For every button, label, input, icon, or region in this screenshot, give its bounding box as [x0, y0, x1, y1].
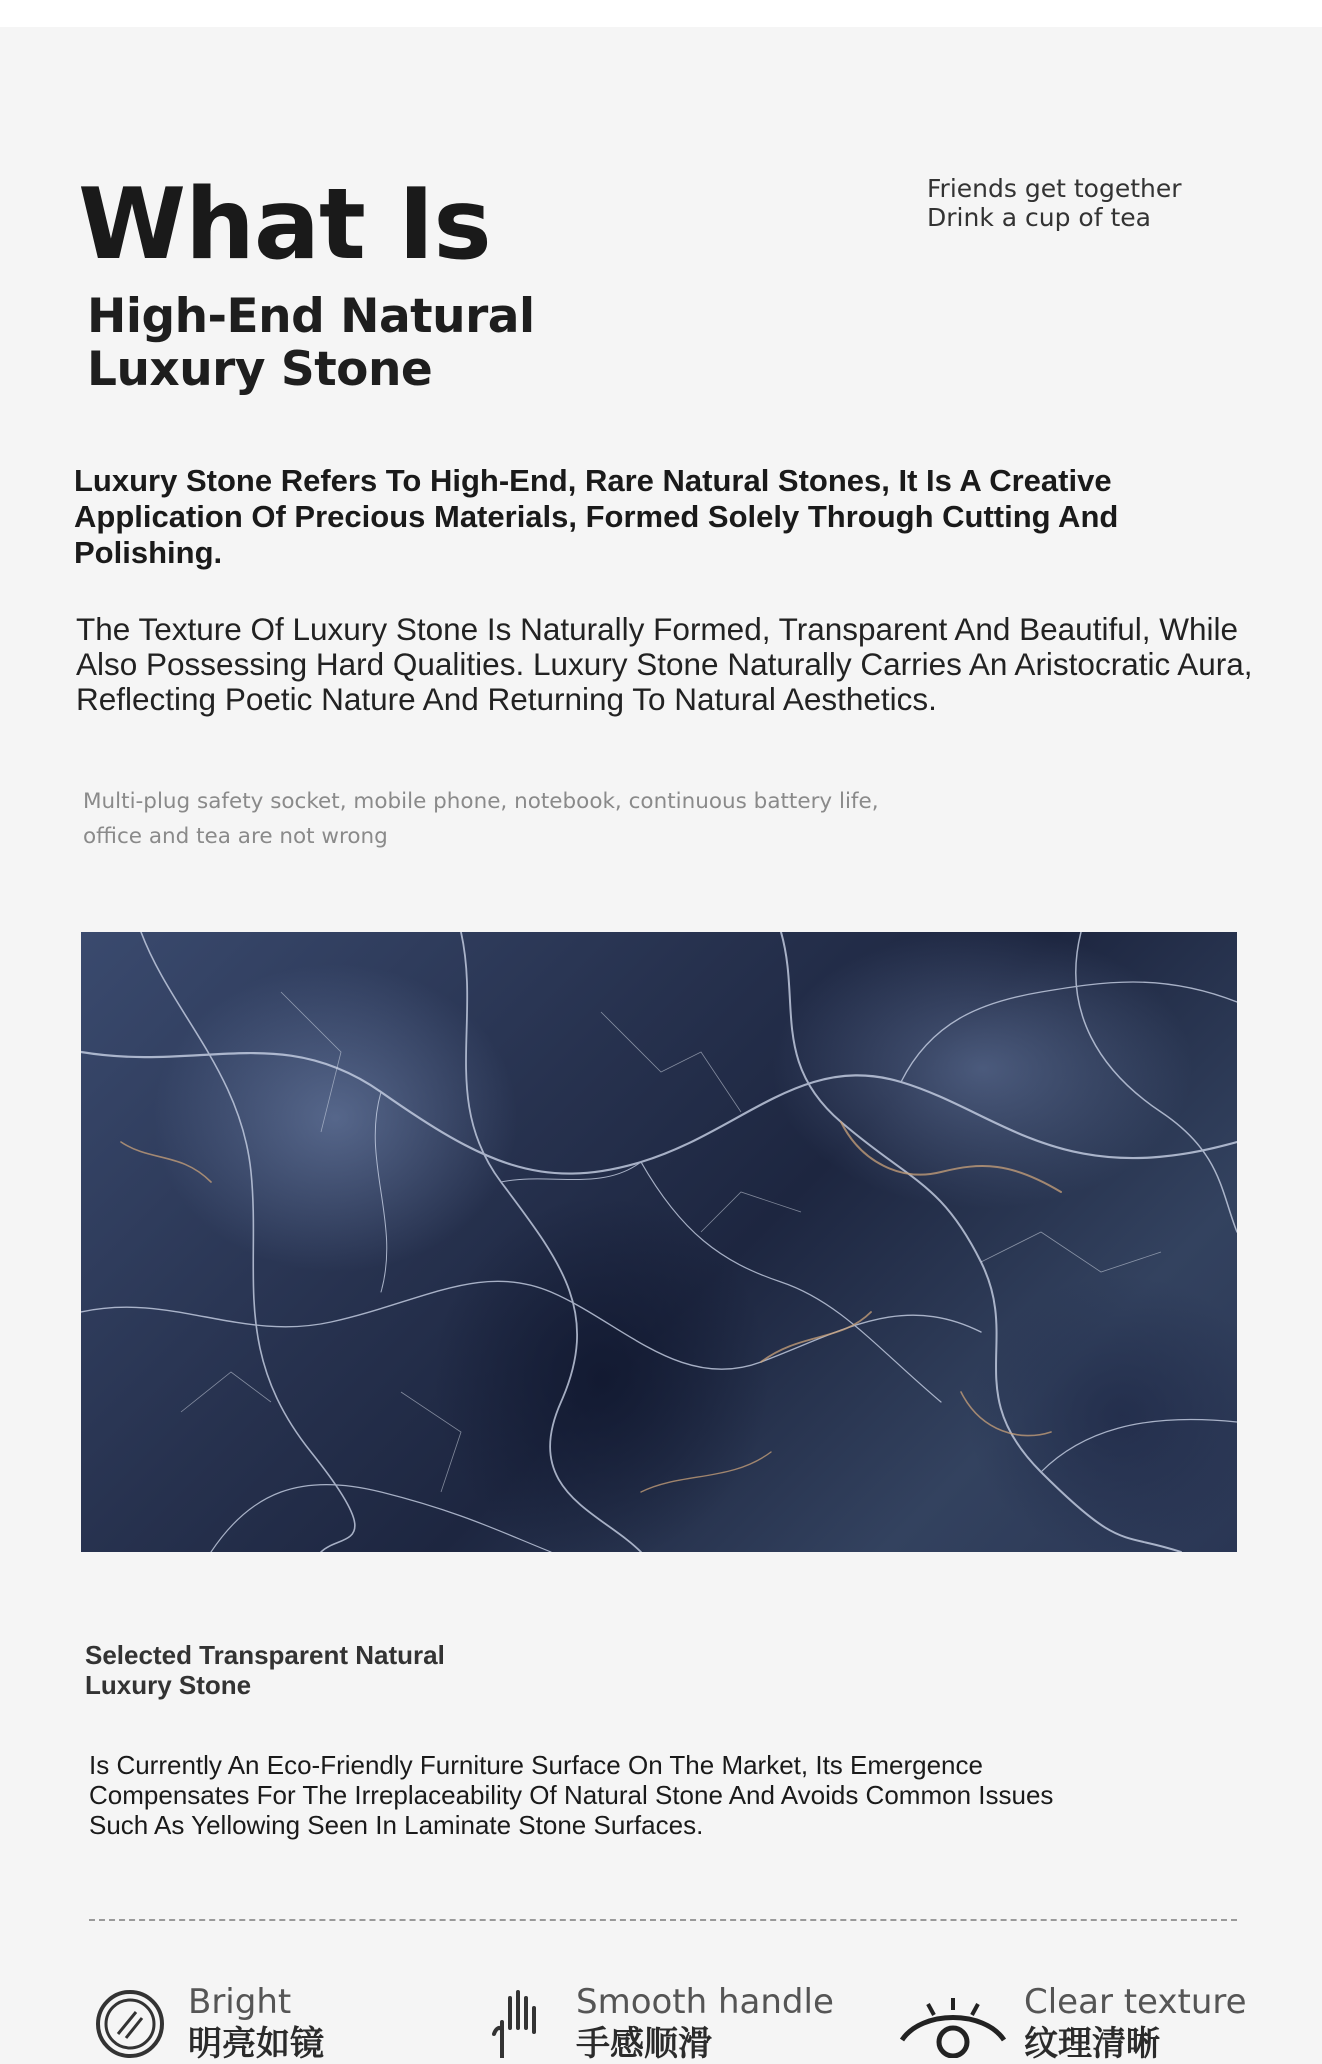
tagline-line-2: Drink a cup of tea: [927, 203, 1151, 232]
intro-bold-paragraph: Luxury Stone Refers To High-End, Rare Natural Stones, It Is A Creative Application Of Precious Materials, Formed Solely Through Cutting And Polishing.: [74, 463, 1119, 570]
section-title: Selected Transparent Natural Luxury Stone: [85, 1640, 445, 1700]
feature-bright-label: Bright: [188, 1982, 292, 2022]
small-note-line-2: office and tea are not wrong: [83, 824, 388, 849]
feature-smooth-sub: 手感顺滑: [576, 2025, 712, 2063]
eye-icon: [898, 1988, 1008, 2063]
section-body: Is Currently An Eco-Friendly Furniture Surface On The Market, Its Emergence Compensates For The Irreplaceability Of Natural Stone And Avoids Common Issues Such As Yellowing Seen In Laminate Stone Surfaces.: [89, 1750, 1054, 1840]
stone-texture-image: [81, 932, 1237, 1552]
feature-clear-sub: 纹理清晰: [1024, 2025, 1160, 2063]
tagline-line-1: Friends get together: [927, 174, 1182, 203]
small-note: [83, 784, 963, 854]
intro-body-paragraph: The Texture Of Luxury Stone Is Naturally Formed, Transparent And Beautiful, While Also Possessing Hard Qualities. Luxury Stone Naturally Carries An Aristocratic Aura, Reflecting Poetic Nature And Returning To Natural Aesthetics.: [76, 611, 1253, 717]
tagline: [927, 174, 1182, 232]
dashed-divider: [89, 1919, 1237, 1921]
page-subtitle: High-End Natural Luxury Stone: [87, 289, 535, 397]
hand-icon: [488, 1988, 548, 2063]
top-white-strip: [0, 0, 1322, 27]
feature-clear-label: Clear texture: [1024, 1982, 1247, 2022]
mirror-icon: [90, 1988, 170, 2063]
small-note-line-1: Multi-plug safety socket, mobile phone, notebook, continuous battery life,: [83, 789, 879, 814]
marble-veins: [81, 932, 1237, 1552]
feature-smooth-label: Smooth handle: [576, 1982, 834, 2022]
feature-bright-sub: 明亮如镜: [188, 2025, 324, 2063]
page-title: What Is: [78, 168, 491, 282]
